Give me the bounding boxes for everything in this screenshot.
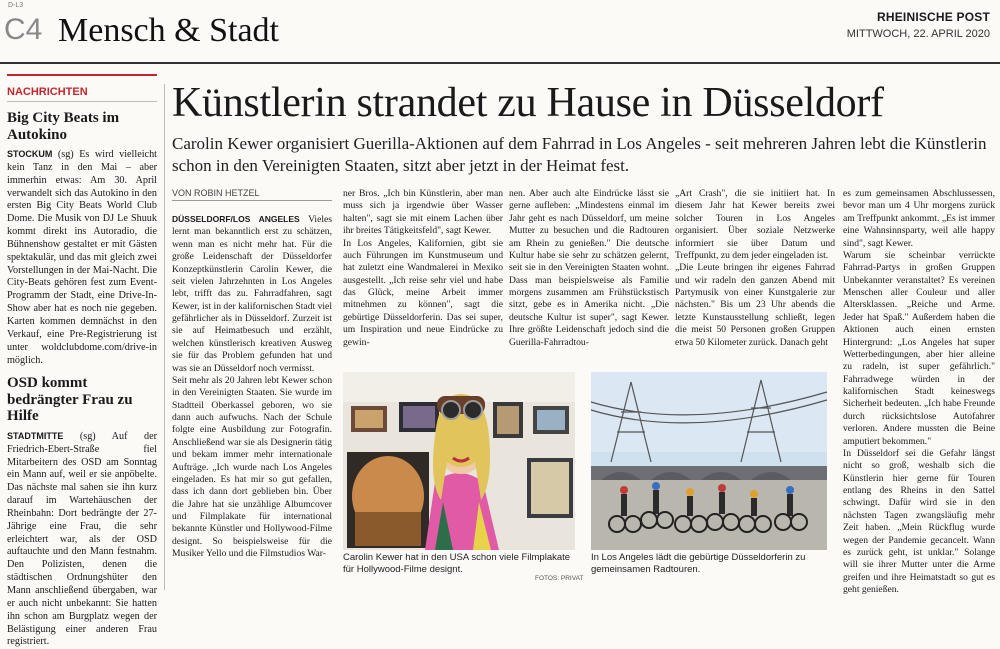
article-lead: Carolin Kewer organisiert Guerilla-Aktionen auf dem Fahrrad in Los Angeles - seit mehreren Jahren lebt die Künstlerin schon in den Vereinigten Staaten, sitzt aber jetzt in der Heimat fest.: [172, 134, 987, 176]
article-dateline: DÜSSELDORF/LOS ANGELES: [172, 214, 300, 224]
bike-tour-photo: [591, 372, 827, 550]
news-heading: NACHRICHTEN: [7, 74, 157, 102]
dateline: STOCKUM: [7, 149, 53, 159]
masthead: [847, 10, 990, 40]
column-divider: [164, 84, 165, 590]
news-column: [7, 74, 158, 648]
news-item-title: Big City Beats im Autokino: [7, 110, 120, 143]
section-code: C4: [4, 13, 43, 46]
photo-credit: FOTOS: PRIVAT: [535, 575, 584, 582]
article-column-1: DÜSSELDORF/LOS ANGELES Vieles lernt man bekanntlich erst zu schätzen, wenn man es nicht mehr hat. Für die große Leidenschaft der Düsseldorfer Konzeptkünstlerin Carolin Kewer, die seit vielen Jahrzehnten in Los Angeles lebt, trifft das zu. Fahrradfahren, sagt Kewer, ist in der kalifornischen Stadt viel gefährlicher als in Düsseldorf. Zurzeit ist sie auf Heimatbesuch und erzählt, welchen künstlerisch kreativen Ausweg sie für das Problem gefunden hat und was sie an Düsseldorf noch vermisst. Seit mehr als 20 Jahren lebt Kewer schon in den Vereinigten Staaten. Sie wurde im Stadtteil Oberkassel geboren, wo sie dann auch aufwuchs. Nach der Schule folgte eine Ausbildung zur Fotografin. Anschließend war sie als Designerin tätig und bekam immer mehr internationale Aufträge. „Ich wurde nach Los Angeles eingeladen. Es hat mir so gut gefallen, dass ich dann dort geblieben bin. Über die Jahre hat sie unzählige Albumcover und Filmplakate für international bekannte Künstler und Hollywood-Filme designt. So beispielsweise für die Musiker Yello und die Filmstudios War-: [172, 214, 332, 560]
article-author: VON ROBIN HETZEL: [172, 188, 332, 201]
section-title: Mensch & Stadt: [58, 12, 279, 49]
portrait-photo: [343, 372, 575, 550]
bike-tour-photo-image: [591, 372, 827, 550]
article-column-5: es zum gemeinsamen Abschlussessen, bevor man um 4 Uhr morgens zurück am Treffpunkt ankommt. „Es ist immer eine Wahnsinnsparty, weil alle happy sind", sagt Kewer. Warum sie scheinbar verrückte Fahrrad-Partys in großen Gruppen Unbekannter veranstaltet? Es vereinen Menschen aller Couleur und aller Altersklassen. „Reiche und Arme. Jeder hat Spaß." Außerdem haben die Aktionen auch einen ernsten Hintergrund: „Los Angeles hat super Wetterbedingungen, aber hier alleine zu radeln, ist super gefährlich." Fahrradwege würden in der kalifornischen Stadt keineswegs Sicherheit bedeuten. „Ich habe Freunde durch rücksichtslose Autofahrer verloren. Andere mussten die Beine amputiert bekommen." In Düsseldorf sei die Gefahr längst nicht so groß, weshalb sich die Künstlerin hier gerne für Touren entlang des Rheins in den Sattel schwingt. Dafür wird sie in den nächsten Tagen zwangsläufig mehr Zeit haben. „Mein Rückflug wurde wegen der Pandemie gecancelt. Wann es zurück geht, ist unklar." Solange will sie ihrer Mutter unter die Arme greifen und ihre Heimatstadt so gut es geht genießen.: [843, 188, 995, 595]
news-item-text: STADTMITTE (sg) Auf der Friedrich-Ebert-Straße fiel Mitarbeitern des OSD am Sonntag ein Mann auf, weil er sie anpöbelte. Das nächste mal sahen sie ihn kurz darauf im Wartehäuschen der Rheinbahn: Dort bedrängte der 27-Jährige eine Frau, die sehr erleichtert war, als der OSD auftauchte und den Mann festnahm. Den Polizisten, denen die städtischen Ordnungshüter den Mann anschließend übergaben, war er auch nicht unbekannt: Sie hatten ihn schon am Burgplatz wegen der Belästigung einer anderen Frau registriert.: [7, 430, 157, 648]
page-id: D-L3: [8, 2, 24, 9]
article-column-3: nen. Aber auch alte Eindrücke lässt sie gerne aufleben: „Mindestens einmal im Jahr geht es nach Düsseldorf, um meine Mutter zu besuchen und die Radtouren am Rhein zu genießen." Die deutsche Kultur habe sie sehr zu schätzen gelernt, seit sie in den Vereinigten Staaten wohnt. Dass man beispielsweise als Familie morgens zusammen am Frühstückstisch sitzt, gebe es in Amerika nicht. „Die deutsche Kultur ist super", sagt Kewer. Ihre größte Leidenschaft jedoch sind die Guerilla-Fahrradtou-: [509, 188, 669, 348]
article-column-2: ner Bros. „Ich bin Künstlerin, aber man muss sich ja irgendwie über Wasser halten", sagt sie mit einem Lachen über ihr breites Tätigkeitsfeld", sagt Kewer. In Los Angeles, Kalifornien, gibt sie auch Führungen im Kunstmuseum und hat zuletzt eine Wandmalerei in Mexiko ausgestellt. „Ich reise sehr viel und habe das Glück, meine Arbeit immer mitnehmen zu können", sagt die gebürtige Düsseldorferin. Das sei super, um Inspiration und neue Eindrücke zu gewin-: [343, 188, 503, 348]
header-rule: [0, 62, 1000, 64]
news-item-text: STOCKUM (sg) Es wird vielleicht kein Tanz in den Mai – aber immerhin etwas: Am 30. April verwandelt sich das Autokino in den ersten Big City Beats World Club Dome. Die Musik von DJ Le Shuuk kommt direkt ins Autoradio, die Bühnenshow gestaltet er mit Gästen spektakulär, und das mit gleich zwei Vorstellungen in der Mai-Nacht. Die City-Beats gehören fest zum Event-Programm der Stadt, eine Drive-In-Show aber hat es noch nie gegeben. Karten kommen demnächst in den Verkauf, eine Pre-Registrierung ist unter woldclubdome.com/drive-in möglich.: [7, 149, 158, 366]
issue-date: MITTWOCH, 22. APRIL 2020: [846, 28, 990, 40]
photo-caption: In Los Angeles lädt die gebürtige Düsseldorferin zu gemeinsamen Radtouren.: [591, 552, 806, 575]
portrait-photo-image: [343, 372, 575, 550]
article-column-4: „Art Crash", die sie initiiert hat. In diesem Jahr hat Kewer bereits zwei solcher Touren in Los Angeles organisiert. Über soziale Netzwerke informiert sie über Datum und Treffpunkt, zu dem jeder eingeladen ist. „Die Leute bringen ihr eigenes Fahrrad und wir radeln den ganzen Abend mit Partymusik von einer Kunstgalerie zur nächsten." Bis um 23 Uhr abends die letzte Kunstausstellung schließt, legen die meist 50 Personen großen Gruppen etwa 50 Kilometer zurück. Danach geht: [675, 188, 835, 348]
news-item-title: OSD kommt bedrängter Frau zu Hilfe: [7, 375, 133, 425]
dateline: STADTMITTE: [7, 430, 64, 441]
article-headline: Künstlerin strandet zu Hause in Düsseldorf: [172, 80, 884, 126]
photo-caption: Carolin Kewer hat in den USA schon viele Filmplakate für Hollywood-Filme designt.: [343, 552, 571, 575]
newspaper-brand: RHEINISCHE POST: [876, 10, 990, 24]
